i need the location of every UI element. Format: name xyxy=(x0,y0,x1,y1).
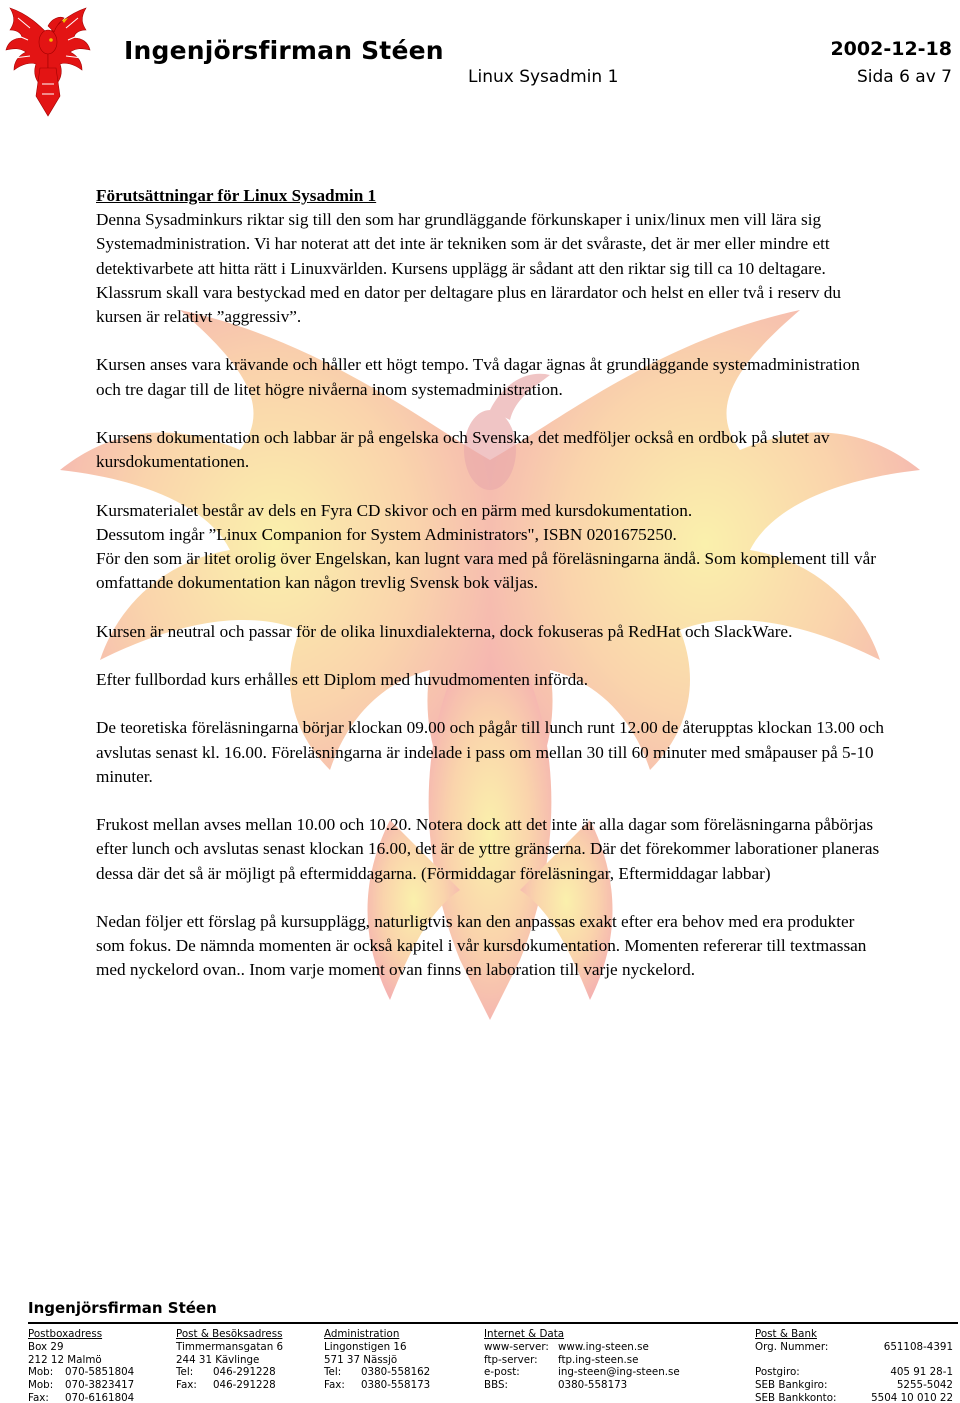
footer-company: Ingenjörsfirman Stéen xyxy=(28,1299,217,1317)
footer-bankkonto-label: SEB Bankkonto: xyxy=(755,1391,837,1403)
footer-mob2: 070-3823417 xyxy=(65,1379,135,1392)
footer-postbox-heading: Postboxadress xyxy=(28,1328,103,1340)
footer-www[interactable]: www.ing-steen.se xyxy=(558,1340,649,1353)
footer-postbox-line2: 212 12 Malmö xyxy=(28,1353,102,1366)
footer-admin xyxy=(324,1328,430,1392)
paragraph-dialects: Kursen är neutral och passar för de olika linuxdialekterna, dock fokuseras på RedHat och SlackWare. xyxy=(96,621,793,641)
footer-bbs: 0380-558173 xyxy=(558,1379,628,1392)
footer-admin-tel: 0380-558162 xyxy=(361,1366,431,1379)
footer-bankgiro-label: SEB Bankgiro: xyxy=(755,1379,828,1392)
footer-bank-heading: Post & Bank xyxy=(755,1328,817,1340)
footer-admin-fax: 0380-558173 xyxy=(361,1379,431,1392)
paragraph-english: För den som är litet orolig över Engelskan, kan lugnt vara med på föreläsningarna ändå. Som komplement till vår omfattande dokumentation kan någon trevlig Svensk bok väljas. xyxy=(96,549,876,593)
footer-divider xyxy=(28,1322,958,1324)
footer-bankgiro: 5255-5042 xyxy=(896,1379,953,1392)
footer-www-label: www-server: xyxy=(484,1340,549,1353)
header-page-number: Sida 6 av 7 xyxy=(856,67,952,87)
paragraph-schedule: De teoretiska föreläsningarna börjar klockan 09.00 och pågår till lunch runt 12.00 de återupptas klockan 13.00 och avslutas senast kl. 16.00. Föreläsningarna är indelade i pass om mellan 30 till 60 minuter med småpauser på 5-10 minuter. xyxy=(96,718,884,786)
footer-ftp[interactable]: ftp.ing-steen.se xyxy=(558,1353,639,1366)
footer-visit-line1: Timmermansgatan 6 xyxy=(176,1340,284,1353)
footer-bbs-label: BBS: xyxy=(484,1379,508,1392)
footer-admin-heading: Administration xyxy=(324,1328,400,1340)
footer-visit-fax-label: Fax: xyxy=(176,1379,197,1392)
footer-mob2-label: Mob: xyxy=(28,1379,54,1392)
section-heading: Förutsättningar för Linux Sysadmin 1 xyxy=(96,186,377,205)
footer-bank xyxy=(755,1328,953,1403)
footer-internet xyxy=(484,1328,680,1392)
paragraph-proposal: Nedan följer ett förslag på kursupplägg, naturligtvis kan den anpassas exakt efter era behov med era produkter som fokus. De nämnda momenten är också kapitel i vår kursdokumentation. Momenten refererar till textmassan med nyckelord ovan.. Inom varje moment ovan finns en laboration till varje nyckelord. xyxy=(96,911,867,980)
footer-visit-fax: 046-291228 xyxy=(213,1379,276,1392)
footer-internet-heading: Internet & Data xyxy=(484,1328,565,1340)
footer-org: 651108-4391 xyxy=(883,1340,953,1353)
footer-mob1: 070-5851804 xyxy=(65,1366,135,1379)
paragraph-materials: Kursmaterialet består av dels en Fyra CD skivor och en pärm med kursdokumentation. xyxy=(96,500,693,520)
footer-email[interactable]: ing-steen@ing-steen.se xyxy=(558,1366,680,1379)
footer-admin-line1: Lingonstigen 16 xyxy=(324,1340,407,1353)
footer-visit xyxy=(176,1328,283,1392)
footer-visit-line2: 244 31 Kävlinge xyxy=(176,1353,260,1366)
paragraph-diploma: Efter fullbordad kurs erhålles ett Diplom med huvudmomenten införda. xyxy=(96,669,589,689)
eagle-logo xyxy=(4,4,92,120)
footer-postgiro-label: Postgiro: xyxy=(755,1366,800,1379)
footer-postbox-line1: Box 29 xyxy=(28,1340,64,1353)
footer-ftp-label: ftp-server: xyxy=(484,1353,538,1366)
footer-visit-tel: 046-291228 xyxy=(213,1366,276,1379)
header-company: Ingenjörsfirman Stéen xyxy=(124,36,444,65)
footer-admin-tel-label: Tel: xyxy=(324,1366,342,1379)
footer-admin-fax-label: Fax: xyxy=(324,1379,345,1392)
footer-postbox xyxy=(28,1328,134,1403)
footer-visit-heading: Post & Besöksadress xyxy=(176,1328,283,1340)
footer-postgiro: 405 91 28-1 xyxy=(890,1366,953,1379)
paragraph-prerequisites: Denna Sysadminkurs riktar sig till den som har grundläggande förkunskaper i unix/linux men vill lära sig Systemadministration. Vi har noterat att det inte är tekniken som är det svåraste, det är mer eller mindre ett detektivarbete att hitta rätt i Linuxvärlden. Kursens upplägg är sådant att den riktar sig till ca 10 deltagare. Klassrum skall vara bestyckad med en dator per deltagare plus en lärardator och helst en eller två i reserv du kursen är relativt ”aggressiv”. xyxy=(96,210,841,327)
footer-bankkonto: 5504 10 010 22 xyxy=(871,1391,953,1403)
header-date: 2002-12-18 xyxy=(830,38,952,60)
footer-visit-tel-label: Tel: xyxy=(176,1366,194,1379)
document-body xyxy=(96,184,886,1007)
paragraph-book: Dessutom ingår ”Linux Companion for System Administrators", ISBN 0201675250. xyxy=(96,524,677,544)
header-subtitle: Linux Sysadmin 1 xyxy=(468,67,619,87)
paragraph-breaks: Frukost mellan avses mellan 10.00 och 10.20. Notera dock att det inte är alla dagar som föreläsningarna påbörjas efter lunch och avslutas senast klockan 16.00, det är de yttre gränserna. Där det förekommer laborationer planeras dessa där det så är möjligt på eftermiddagarna. (Förmiddagar föreläsningar, Eftermiddagar labbar) xyxy=(96,815,880,883)
paragraph-tempo: Kursen anses vara krävande och håller ett högt tempo. Två dagar ägnas åt grundläggande systemadministration och tre dagar till de litet högre nivåerna inom systemadministration. xyxy=(96,355,860,399)
footer-email-label: e-post: xyxy=(484,1366,520,1379)
footer-postbox-fax-label: Fax: xyxy=(28,1391,49,1403)
footer-org-label: Org. Nummer: xyxy=(755,1340,829,1353)
footer-mob1-label: Mob: xyxy=(28,1366,54,1379)
footer-admin-line2: 571 37 Nässjö xyxy=(324,1353,398,1366)
paragraph-documentation: Kursens dokumentation och labbar är på engelska och Svenska, det medföljer också en ordbok på slutet av kursdokumentationen. xyxy=(96,428,830,472)
footer-postbox-fax: 070-6161804 xyxy=(65,1391,135,1403)
